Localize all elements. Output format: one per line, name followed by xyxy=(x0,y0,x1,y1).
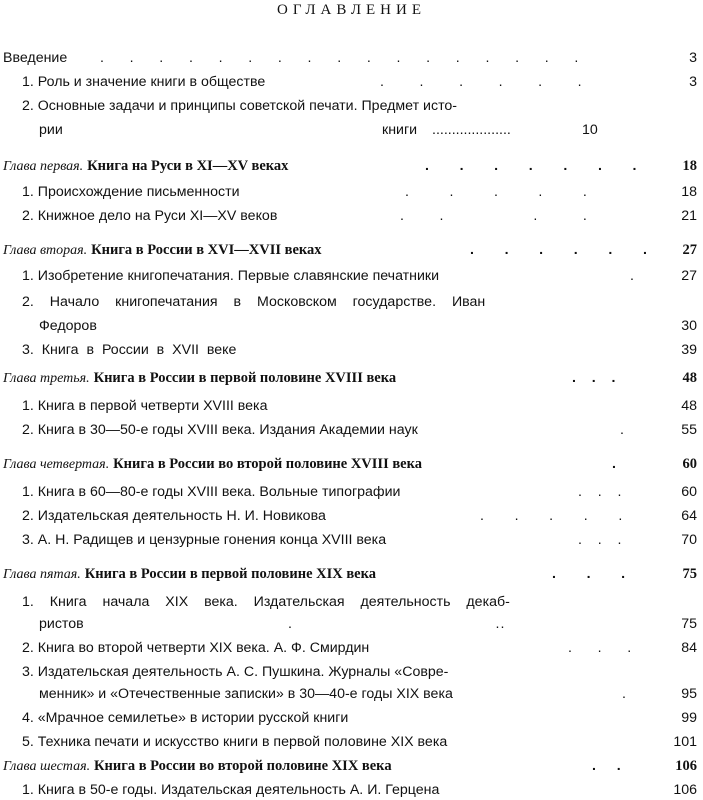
toc-page-number: 95 xyxy=(681,686,697,702)
chapter-page-number: 75 xyxy=(682,566,697,582)
toc-intro-label: Введение xyxy=(3,50,68,66)
toc-entry-text-cont: рии xyxy=(39,122,63,138)
leader-dots: . . . xyxy=(572,370,617,386)
chapter-page-number: 60 xyxy=(682,456,697,472)
leader-dots: . . . . . . . xyxy=(425,158,638,174)
toc-entry-continuation xyxy=(0,614,703,634)
leader-dots: . xyxy=(612,456,617,472)
toc-page-number: 21 xyxy=(681,208,697,224)
toc-entry-text: 2. Книга во второй четверти XIX века. А. Ф. Смирдин xyxy=(22,640,370,656)
toc-entry-text: 1. Книга начала XIX века. Издательская деятельность декаб- xyxy=(22,594,510,610)
toc-page-number: 30 xyxy=(681,318,697,334)
toc-chapter-2[interactable] xyxy=(0,240,703,260)
toc-entry[interactable] xyxy=(0,732,703,752)
toc-heading: ОГЛАВЛЕНИЕ xyxy=(277,2,426,18)
leader-dots: . . . . . xyxy=(405,184,588,200)
toc-page-number: 99 xyxy=(681,710,697,726)
chapter-label: Глава шестая. xyxy=(3,759,91,774)
toc-page-number: 3 xyxy=(689,50,697,66)
leader-dots: . xyxy=(630,268,635,284)
toc-page-number: 18 xyxy=(681,184,697,200)
chapter-label: Глава пятая. xyxy=(3,567,81,582)
leader-dots: . . . xyxy=(568,640,633,656)
toc-entry-continuation xyxy=(0,684,703,704)
toc-entry-text: 2. Начало книгопечатания в Московском государстве. Иван xyxy=(22,294,486,310)
toc-page-number: 84 xyxy=(681,640,697,656)
leader-dots: . . . . . . . . . . . . . . . . . xyxy=(100,50,580,66)
toc-page-number: 70 xyxy=(681,532,697,548)
toc-chapter-5[interactable] xyxy=(0,564,703,584)
toc-page-number: 39 xyxy=(681,342,697,358)
toc-chapter-3[interactable] xyxy=(0,368,703,388)
toc-entry[interactable] xyxy=(0,96,703,116)
toc-page-number: 55 xyxy=(681,422,697,438)
leader-dots: . . . xyxy=(552,566,627,582)
chapter-title: Книга в России в XVI—XVII веках xyxy=(91,242,322,258)
toc-page-number: 75 xyxy=(681,616,697,632)
leader-dots: . . . . xyxy=(400,208,588,224)
toc-page-number: 64 xyxy=(681,508,697,524)
chapter-page-number: 18 xyxy=(682,158,697,174)
chapter-page-number: 48 xyxy=(682,370,697,386)
chapter-label: Глава первая. xyxy=(3,159,84,174)
toc-entry[interactable] xyxy=(0,506,703,526)
toc-chapter-4[interactable] xyxy=(0,454,703,474)
chapter-page-number: 106 xyxy=(675,758,697,774)
chapter-page-number: 27 xyxy=(682,242,697,258)
toc-entry-text: 1. Изобретение книгопечатания. Первые славянские печатники xyxy=(22,268,440,284)
toc-entry-text: 4. «Мрачное семилетье» в истории русской книги xyxy=(22,710,349,726)
toc-entry[interactable] xyxy=(0,182,703,202)
toc-entry[interactable] xyxy=(0,340,703,360)
leader-dots: . . . xyxy=(578,484,623,500)
toc-entry-text: 2. Книга в 30—50-е годы XVIII века. Издания Академии наук xyxy=(22,422,418,438)
toc-chapter-1[interactable] xyxy=(0,156,703,176)
leader-dots: . . . . . xyxy=(480,508,624,524)
leader-dots: . xyxy=(620,422,625,438)
chapter-title: Книга в России во второй половине XVIII века xyxy=(113,456,422,472)
toc-entry-text: 3. Издательская деятельность А. С. Пушкина. Журналы «Совре- xyxy=(22,664,449,680)
toc-entry[interactable] xyxy=(0,592,703,612)
toc-page-number: 60 xyxy=(681,484,697,500)
toc-entry-text-cont: ристов xyxy=(39,616,84,632)
toc-entry[interactable] xyxy=(0,292,703,312)
toc-entry[interactable] xyxy=(0,72,703,92)
chapter-title: Книга в России во второй половине XIX века xyxy=(94,758,392,774)
toc-entry-text: 1. Книга в 60—80-е годы XVIII века. Вольные типографии xyxy=(22,484,401,500)
toc-entry[interactable] xyxy=(0,708,703,728)
toc-entry[interactable] xyxy=(0,780,703,800)
chapter-label: Глава четвертая. xyxy=(3,457,110,472)
toc-entry-text: 2. Издательская деятельность Н. И. Новикова xyxy=(22,508,326,524)
toc-entry[interactable] xyxy=(0,482,703,502)
leader-dots: . . . . . . xyxy=(470,242,648,258)
toc-entry[interactable] xyxy=(0,662,703,682)
leader-dots: . .. xyxy=(288,616,506,632)
chapter-label: Глава вторая. xyxy=(3,243,88,258)
toc-entry-text-cont: менник» и «Отечественные записки» в 30—40-е годы XIX века xyxy=(39,686,453,702)
toc-chapter-6[interactable] xyxy=(0,756,703,776)
leader-dots: . . xyxy=(592,758,622,774)
toc-entry[interactable] xyxy=(0,530,703,550)
leader-dots: . . . . . . xyxy=(380,74,583,90)
toc-entry[interactable] xyxy=(0,396,703,416)
toc-page-number: 48 xyxy=(681,398,697,414)
leader-dots: .................... xyxy=(432,122,511,138)
toc-page-number: 3 xyxy=(689,74,697,90)
toc-entry-text: 1. Книга в 50-е годы. Издательская деятельность А. И. Герцена xyxy=(22,782,440,798)
chapter-title: Книга на Руси в XI—XV веках xyxy=(87,158,289,174)
toc-page-number: 101 xyxy=(673,734,697,750)
leader-dots: . . . xyxy=(578,532,623,548)
toc-intro[interactable] xyxy=(0,48,703,68)
toc-entry-continuation xyxy=(0,120,703,140)
toc-entry-text: 1. Происхождение письменности xyxy=(22,184,240,200)
toc-entry-text: 1. Книга в первой четверти XVIII века xyxy=(22,398,268,414)
toc-entry-text: 1. Роль и значение книги в обществе xyxy=(22,74,266,90)
chapter-title: Книга в России в первой половине XVIII века xyxy=(93,370,397,386)
toc-entry-text-cont: Федоров xyxy=(39,318,97,334)
toc-entry-text: 2. Книжное дело на Руси XI—XV веков xyxy=(22,208,278,224)
toc-entry[interactable] xyxy=(0,638,703,658)
chapter-title: Книга в России в первой половине XIX века xyxy=(84,566,376,582)
toc-page-number: 10 xyxy=(582,122,598,138)
toc-entry-text: 5. Техника печати и искусство книги в первой половине XIX века xyxy=(22,734,448,750)
toc-entry[interactable] xyxy=(0,266,703,286)
toc-entry-continuation xyxy=(0,316,703,336)
toc-entry[interactable] xyxy=(0,206,703,226)
leader-dots: . xyxy=(622,686,627,702)
toc-page-number: 106 xyxy=(673,782,697,798)
toc-entry[interactable] xyxy=(0,420,703,440)
toc-entry-text: 3. А. Н. Радищев и цензурные гонения конца XVIII века xyxy=(22,532,387,548)
chapter-label: Глава третья. xyxy=(3,371,90,386)
toc-entry-text: 2. Основные задачи и принципы советской печати. Предмет исто- xyxy=(22,98,458,114)
toc-entry-text-cont2: книги xyxy=(382,122,418,138)
toc-page-number: 27 xyxy=(681,268,697,284)
toc-entry-text: 3. Книга в России в XVII веке xyxy=(22,342,237,358)
